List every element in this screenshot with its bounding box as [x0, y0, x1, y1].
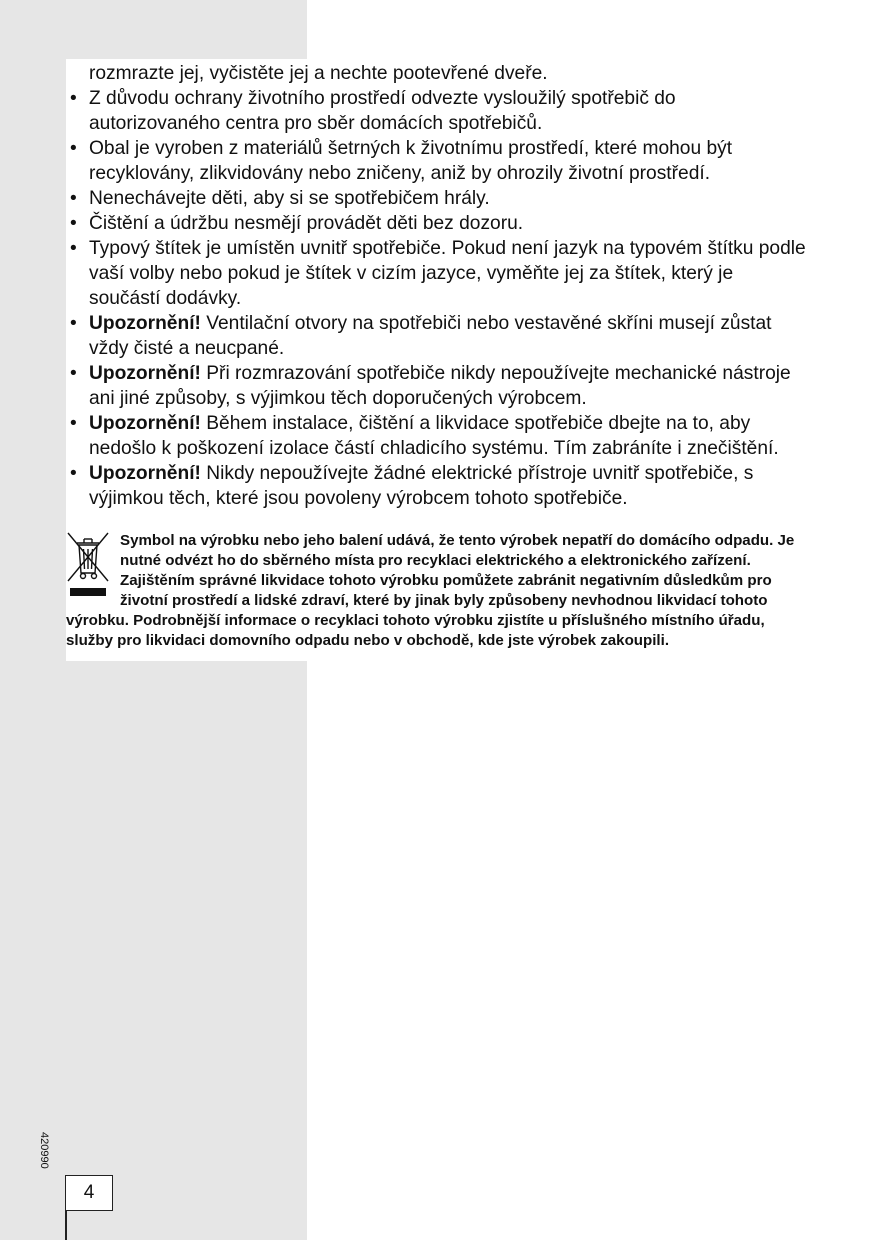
page-divider [65, 1210, 67, 1240]
list-item: • Z důvodu ochrany životního prostředí odvezte vysloužilý spotřebič do autorizovaného centra pro sběr domácích spotřebičů. [66, 86, 806, 136]
crossed-out-wheeled-bin-icon [66, 531, 110, 599]
weee-text: Symbol na výrobku nebo jeho balení udává, že tento výrobek nepatří do domácího odpadu. Je nutné odvézt ho do sběrného místa pro recyklaci elektrického a elektronického zařízení. Zajištěním správné likvidace tohoto výrobku pomůžete zabránit negativním důsledkům pro životní prostředí a lidské zdraví, které by jinak byly způsobeny nevhodnou likvidací tohoto výrobku. Podrobnější informace o recyklaci tohoto výrobku zjistíte u příslušného místního úřadu, služby pro likvidaci domovního odpadu nebo v obchodě, kde jste výrobek zakoupili. [66, 532, 795, 649]
list-item: • Obal je vyroben z materiálů šetrných k životnímu prostředí, které mohou být recyklovány, zlikvidovány nebo zničeny, aniž by ohrozily životní prostředí. [66, 136, 806, 186]
warning-label: Upozornění! [89, 413, 201, 434]
weee-notice [66, 531, 806, 651]
list-item: • Typový štítek je umístěn uvnitř spotřebiče. Pokud není jazyk na typovém štítku podle vaší volby nebo pokud je štítek v cizím jazyce, vyměňte jej za štítek, který je součástí dodávky. [66, 236, 806, 311]
page-number: 4 [65, 1175, 113, 1211]
warning-label: Upozornění! [89, 363, 201, 384]
warning-label: Upozornění! [89, 313, 201, 334]
warning-item: • Upozornění! Ventilační otvory na spotřebiči nebo vestavěné skříni musejí zůstat vždy čisté a neucpané. [66, 311, 806, 361]
list-item: • Čištění a údržbu nesmějí provádět děti bez dozoru. [66, 211, 806, 236]
warning-item: • Upozornění! Nikdy nepoužívejte žádné elektrické přístroje uvnitř spotřebiče, s výjimkou těch, které jsou povoleny výrobcem tohoto spotřebiče. [66, 461, 806, 511]
instruction-list [66, 61, 806, 511]
list-item: • Nenechávejte děti, aby si se spotřebičem hrály. [66, 186, 806, 211]
document-content [66, 59, 806, 661]
document-code: 420990 [38, 1132, 50, 1169]
warning-label: Upozornění! [89, 463, 201, 484]
weee-bar [70, 588, 106, 596]
warning-item: • Upozornění! Během instalace, čištění a likvidace spotřebiče dbejte na to, aby nedošlo k poškození izolace částí chladicího systému. Tím zabráníte i znečištění. [66, 411, 806, 461]
warning-item: • Upozornění! Při rozmrazování spotřebiče nikdy nepoužívejte mechanické nástroje ani jiné způsoby, s výjimkou těch doporučených výrobcem. [66, 361, 806, 411]
list-item: rozmrazte jej, vyčistěte jej a nechte pootevřené dveře. [89, 63, 548, 84]
